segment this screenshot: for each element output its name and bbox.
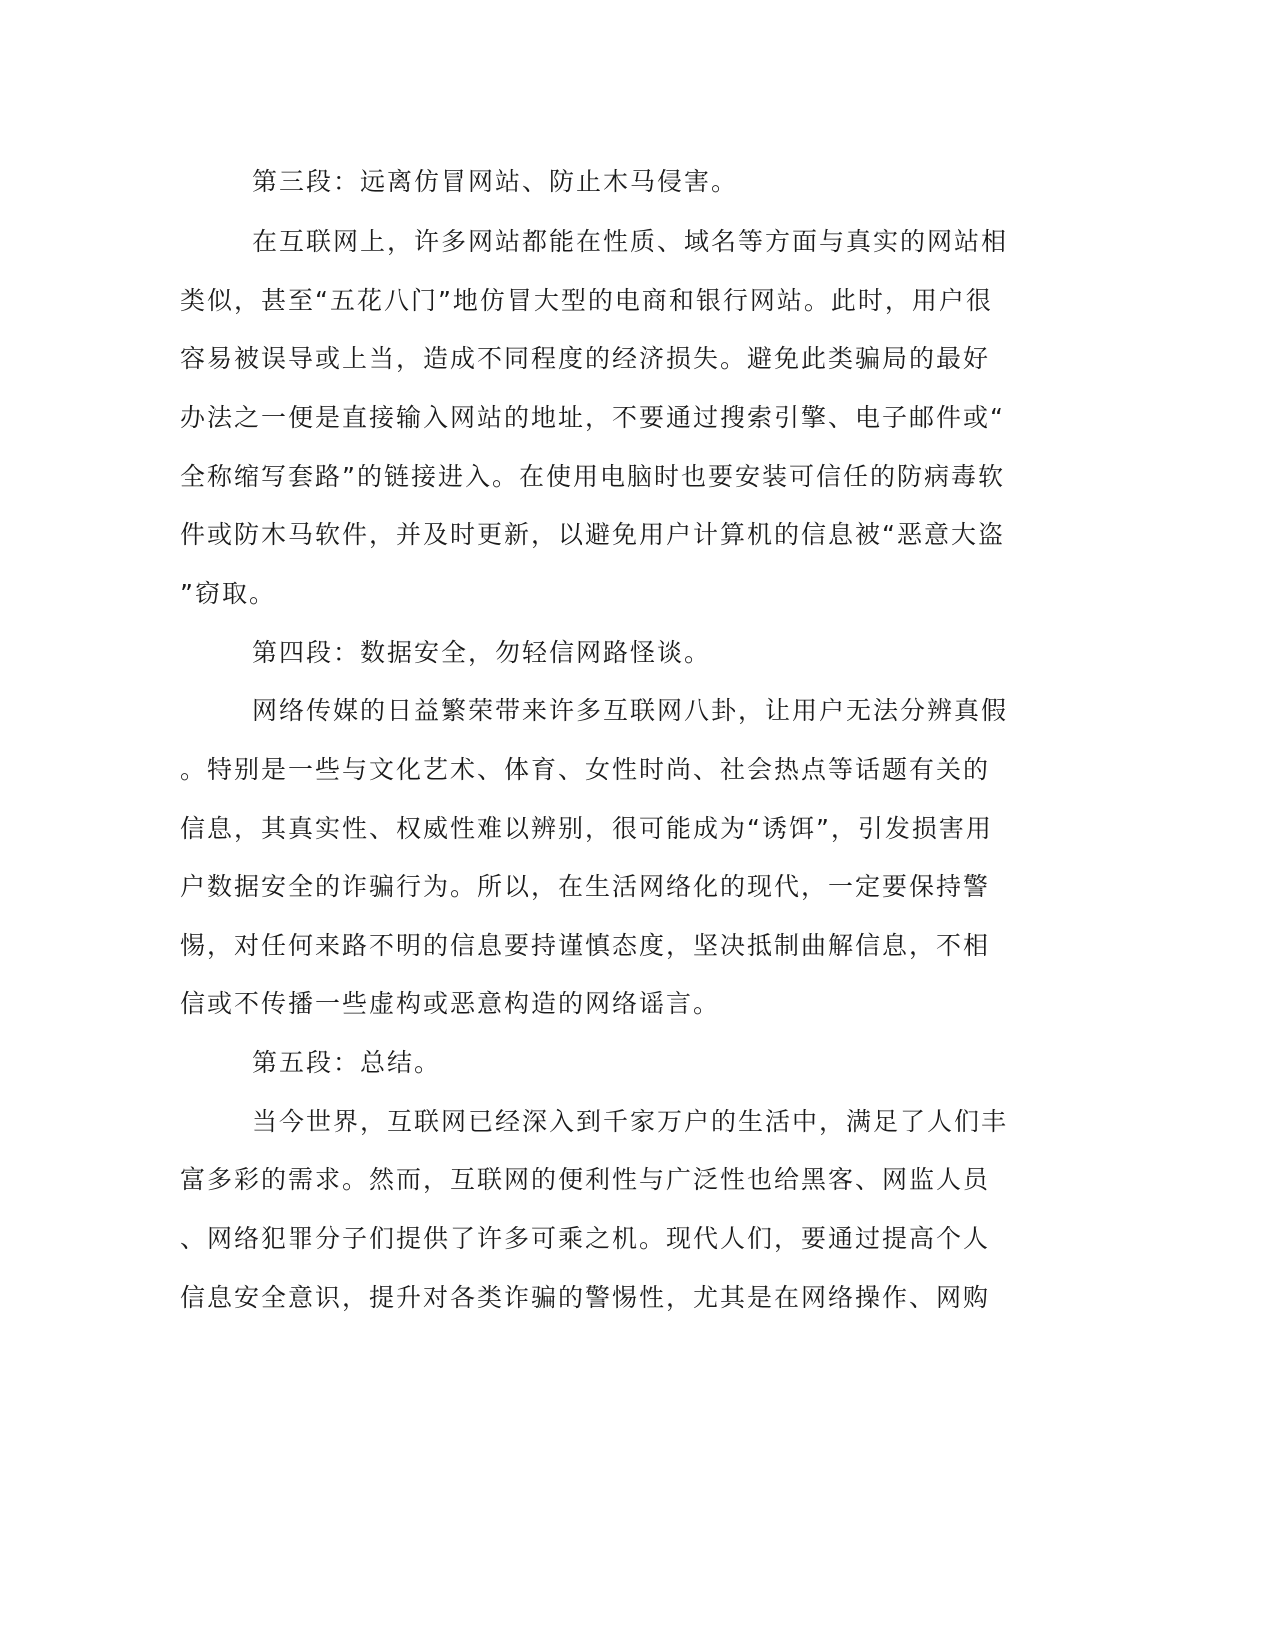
heading-section-5: 第五段：总结。: [252, 1048, 442, 1077]
paragraph-line: 。特别是一些与文化艺术、体育、女性时尚、社会热点等话题有关的: [180, 755, 991, 784]
paragraph-line: 、网络犯罪分子们提供了许多可乘之机。现代人们，要通过提高个人: [180, 1224, 991, 1253]
heading-section-3: 第三段：远离仿冒网站、防止木马侵害。: [252, 167, 739, 196]
paragraph-line: 信息安全意识，提升对各类诈骗的警惕性，尤其是在网络操作、网购: [180, 1283, 991, 1312]
paragraph-line: 全称缩写套路”的链接进入。在使用电脑时也要安装可信任的防病毒软: [180, 462, 1005, 491]
paragraph-line: 办法之一便是直接输入网站的地址，不要通过搜索引擎、电子邮件或“: [180, 403, 1005, 432]
paragraph-line: 信息，其真实性、权威性难以辨别，很可能成为“诱饵”，引发损害用: [180, 814, 993, 843]
paragraph-line: 件或防木马软件，并及时更新，以避免用户计算机的信息被“恶意大盗: [180, 520, 1005, 549]
paragraph-line: ”窃取。: [180, 579, 276, 608]
heading-section-4: 第四段：数据安全，勿轻信网路怪谈。: [252, 638, 712, 667]
paragraph-line: 容易被误导或上当，造成不同程度的经济损失。避免此类骗局的最好: [180, 344, 991, 373]
paragraph-line: 在互联网上，许多网站都能在性质、域名等方面与真实的网站相: [252, 227, 1009, 256]
paragraph-line: 惕，对任何来路不明的信息要持谨慎态度，坚决抵制曲解信息，不相: [180, 931, 991, 960]
paragraph-line: 当今世界，互联网已经深入到千家万户的生活中，满足了人们丰: [252, 1107, 1009, 1136]
paragraph-line: 信或不传播一些虚构或恶意构造的网络谣言。: [180, 989, 721, 1018]
paragraph-line: 类似，甚至“五花八门”地仿冒大型的电商和银行网站。此时，用户很: [180, 286, 993, 315]
paragraph-line: 网络传媒的日益繁荣带来许多互联网八卦，让用户无法分辨真假: [252, 696, 1009, 725]
paragraph-line: 富多彩的需求。然而，互联网的便利性与广泛性也给黑客、网监人员: [180, 1165, 991, 1194]
paragraph-line: 户数据安全的诈骗行为。所以，在生活网络化的现代，一定要保持警: [180, 872, 991, 901]
